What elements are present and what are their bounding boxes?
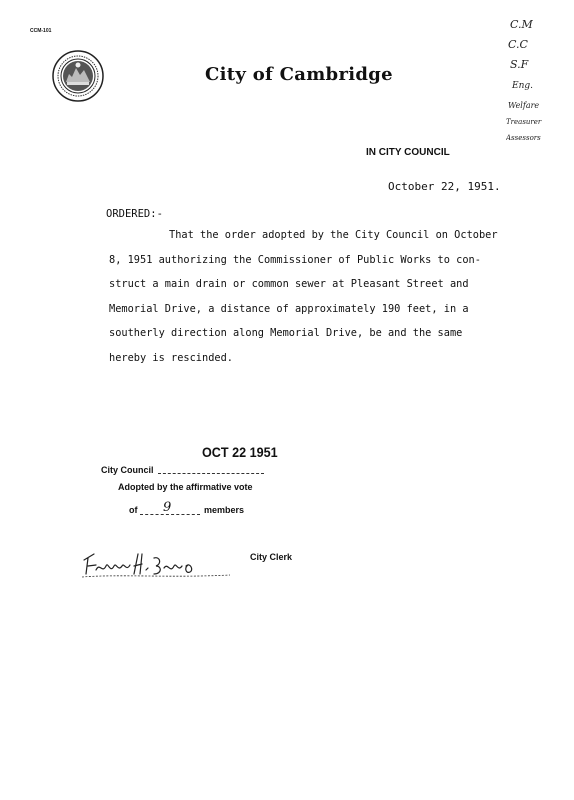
members-label: members (204, 505, 245, 515)
order-line: southerly direction along Memorial Drive, be and the same (109, 327, 463, 340)
stamp-date: OCT 22 1951 (202, 444, 278, 460)
clerk-signature (80, 548, 248, 580)
distribution-note: Treasurer (506, 118, 542, 126)
clerk-title: City Clerk (250, 552, 293, 562)
distribution-note: Assessors (506, 134, 541, 142)
adopted-label: Adopted by the affirmative vote (118, 482, 253, 492)
city-council-label: City Council (101, 465, 154, 475)
distribution-note: Eng. (512, 81, 533, 91)
order-date: October 22, 1951. (388, 180, 501, 193)
order-line: struct a main drain or common sewer at Pleasant Street and (109, 278, 469, 291)
order-body (109, 223, 554, 371)
distribution-note: S.F (510, 58, 529, 71)
council-heading: IN CITY COUNCIL (366, 147, 450, 158)
distribution-notes (506, 16, 566, 146)
city-council-rule (158, 473, 264, 474)
form-code: CCM-101 (30, 28, 52, 34)
city-title: City of Cambridge (205, 64, 393, 85)
city-seal-icon (52, 50, 104, 102)
vote-count: 9 (163, 500, 172, 515)
order-line: Memorial Drive, a distance of approximately 190 feet, in a (109, 302, 469, 315)
distribution-note: Welfare (508, 101, 540, 110)
of-label: of (129, 505, 138, 515)
order-line: hereby is rescinded. (109, 351, 233, 364)
ordered-label: ORDERED:- (106, 208, 163, 220)
distribution-note: C.C (508, 38, 528, 51)
distribution-note: C.M (510, 18, 533, 31)
order-line: That the order adopted by the City Council on October (169, 229, 498, 241)
order-line: 8, 1951 authorizing the Commissioner of Public Works to con- (109, 253, 481, 266)
